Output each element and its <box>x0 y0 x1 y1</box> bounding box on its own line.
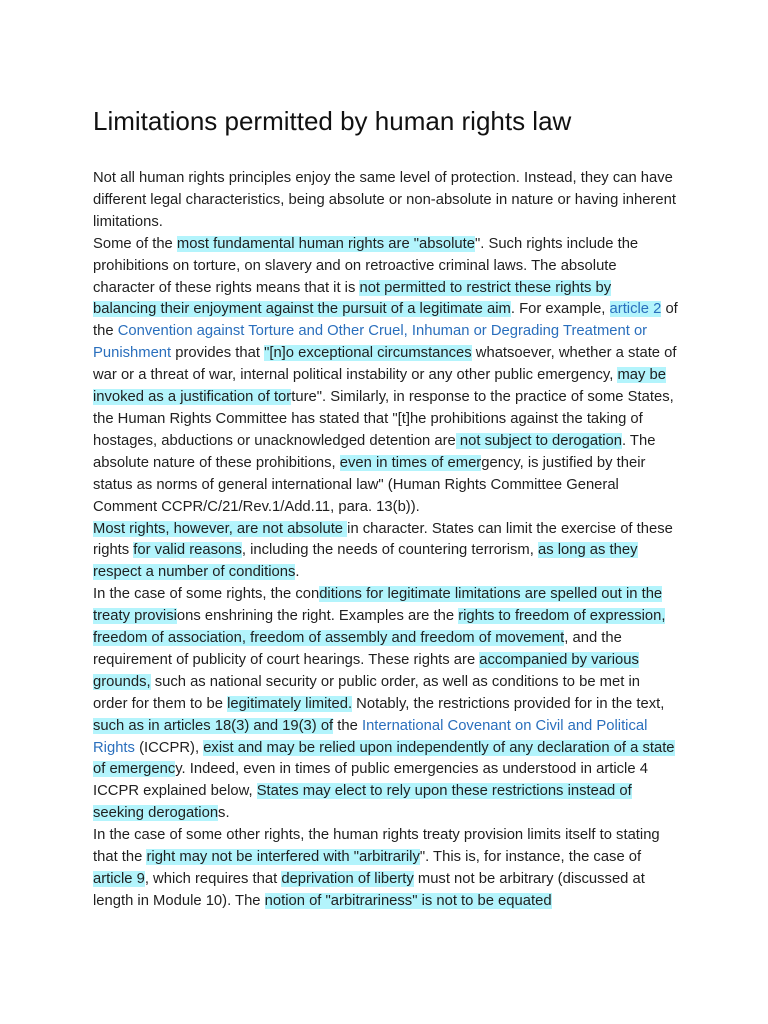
text-segment: , including the needs of countering terrorism, <box>241 542 538 559</box>
highlighted-text: may be invoked as a justification of tor <box>93 367 666 406</box>
link[interactable]: article 2 <box>609 301 662 318</box>
highlighted-text: not subject to derogation <box>455 432 622 449</box>
paragraph <box>93 234 678 519</box>
text-segment: whatsoever, whether a state of war or a threat of war, internal political instability or any other public emergency, <box>93 345 677 384</box>
highlighted-text: such as in articles 18(3) and 19(3) of <box>93 717 334 734</box>
paragraph <box>93 825 678 913</box>
highlighted-text: even in times of emer <box>339 454 482 471</box>
text-segment: (ICCPR), <box>134 739 204 756</box>
highlighted-text: exist and may be relied upon independently of any declaration of a state of emergenc <box>93 739 675 778</box>
page-title: Limitations permitted by human rights law <box>93 106 572 136</box>
document-body <box>93 168 678 913</box>
highlighted-text: right may not be interfered with "arbitrarily <box>146 849 420 866</box>
highlighted-text: not permitted to restrict these rights by balancing their enjoyment against the pursuit of a legitimate aim <box>93 279 612 318</box>
text-segment: In the case of some other rights, the human rights treaty provision limits itself to stating that the <box>93 827 660 866</box>
highlighted-text: "[n]o exceptional circumstances <box>264 345 472 362</box>
link[interactable]: International Covenant on Civil and Political Rights <box>93 717 648 756</box>
text-segment: gency, is justified by their status as norms of general international law" (Human Rights Committee General Comment CCPR/C/21/Rev.1/Add.11, para. 13(b)). <box>93 454 646 515</box>
text-segment: such as national security or public order, as well as conditions to be met in order for them to be <box>93 673 640 712</box>
text-segment: ". This is, for instance, the case of <box>419 849 642 866</box>
text-segment: in character. States can limit the exercise of these rights <box>93 520 673 559</box>
text-segment: . <box>295 564 300 581</box>
paragraph <box>93 519 678 585</box>
link[interactable]: Convention against Torture and Other Cruel, Inhuman or Degrading Treatment or Punishment <box>93 323 648 362</box>
text-segment: In the case of some rights, the con <box>93 586 320 603</box>
text-segment: , which requires that <box>144 871 282 887</box>
text-segment: provides that <box>171 345 265 362</box>
highlighted-text: States may elect to rely upon these restrictions instead of seeking derogation <box>93 783 632 822</box>
paragraph <box>93 584 678 825</box>
text-segment: Notably, the restrictions provided for in the text, <box>352 695 665 712</box>
highlighted-text: as long as they respect a number of conditions <box>93 542 638 581</box>
highlighted-text: most fundamental human rights are "absolute <box>176 235 475 252</box>
text-segment: s. <box>218 805 230 822</box>
highlighted-text: Most rights, however, are not absolute <box>93 520 348 537</box>
text-segment: ture". Similarly, in response to the practice of some States, the Human Rights Committee has stated that "[t]he prohibitions against the taking of hostages, abductions or unacknowledged detention are <box>93 389 674 449</box>
text-segment: y. Indeed, even in times of public emergencies as understood in article 4 ICCPR explained below, <box>93 761 648 800</box>
text-segment: must not be arbitrary (discussed at length in Module 10). The <box>93 871 645 909</box>
text-segment: Not all human rights principles enjoy the same level of protection. Instead, they can have different legal characteristics, being absolute or non-absolute in nature or having inherent limitations. <box>93 170 676 230</box>
text-segment: ". Such rights include the prohibitions on torture, on slavery and on retroactive criminal laws. The absolute character of these rights means that it is <box>93 235 639 296</box>
highlighted-text: for valid reasons <box>133 542 242 559</box>
text-segment: of the <box>93 301 678 340</box>
text-segment: Some of the <box>93 235 177 252</box>
text-segment: . For example, <box>510 301 610 318</box>
highlighted-text: notion of "arbitrariness" is not to be equated <box>264 892 552 909</box>
highlighted-text: rights to freedom of expression, freedom of association, freedom of assembly and freedom of movement <box>93 608 666 647</box>
highlighted-text: deprivation of liberty <box>281 871 414 887</box>
text-segment: , and the requirement of publicity of court hearings. These rights are <box>93 630 622 668</box>
text-segment: . The absolute nature of these prohibitions, <box>93 432 656 471</box>
highlighted-text: ditions for legitimate limitations are spelled out in the treaty provisi <box>93 586 663 625</box>
highlighted-text: article 9 <box>93 871 145 887</box>
text-segment: the <box>333 717 362 734</box>
paragraph <box>93 168 678 234</box>
highlighted-text: legitimately limited. <box>227 695 353 712</box>
highlighted-text: accompanied by various grounds, <box>93 651 639 690</box>
text-segment: ons enshrining the right. Examples are the <box>176 608 459 625</box>
